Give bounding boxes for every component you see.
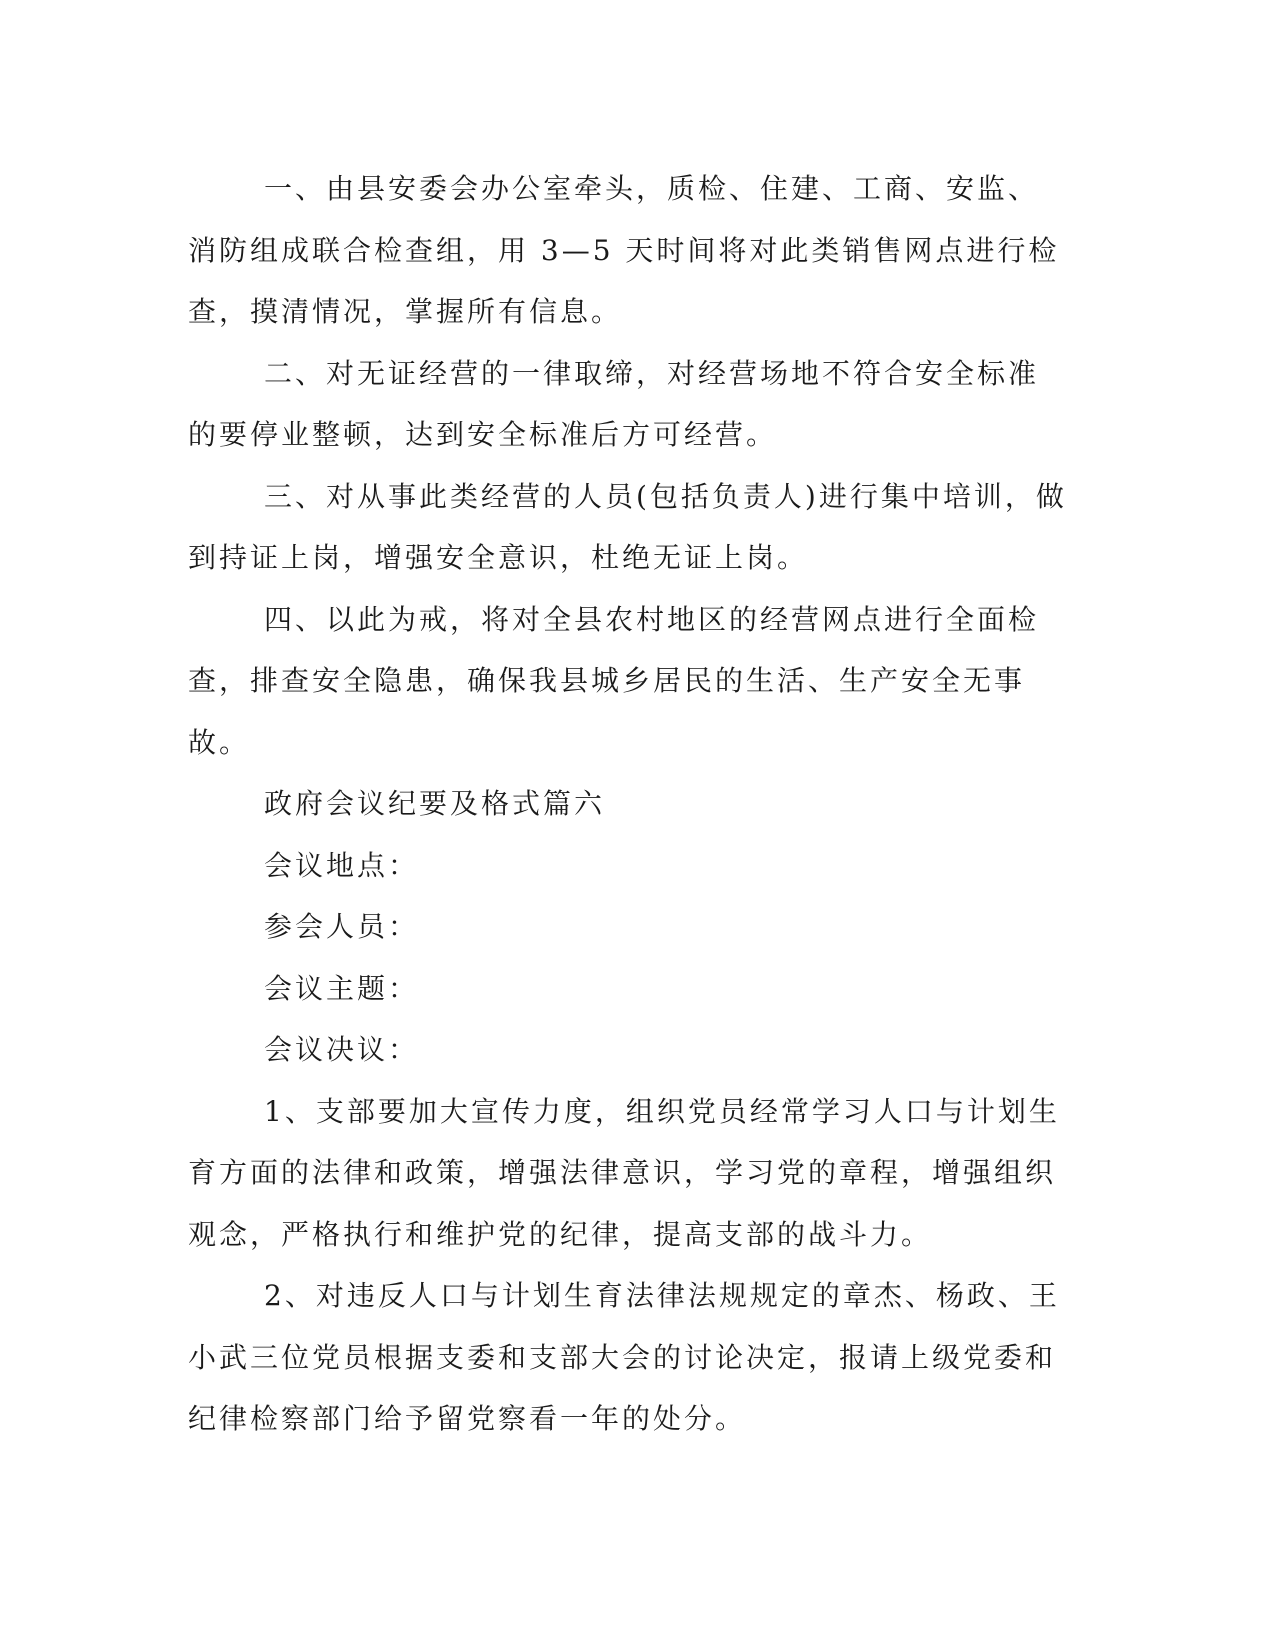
resolution-item-1: 1、支部要加大宣传力度，组织党员经常学习人口与计划生育方面的法律和政策，增强法律意识，学习党的章程，增强组织观念，严格执行和维护党的纪律，提高支部的战斗力。 [188,1094,1060,1251]
resolution-item-2: 2、对违反人口与计划生育法律法规规定的章杰、杨政、王小武三位党员根据支委和支部大会的讨论决定，报请上级党委和纪律检察部门给予留党察看一年的处分。 [188,1279,1060,1435]
meeting-resolution-label: 会议决议： [264,1033,420,1066]
paragraph-item-4: 四、以此为戒，将对全县农村地区的经营网点进行全面检查，排查安全隐患，确保我县城乡居民的生活、生产安全无事故。 [188,602,1040,759]
attendees-label: 参会人员： [264,910,420,943]
meeting-location-label: 会议地点： [264,848,420,882]
paragraph-item-2: 二、对无证经营的一律取缔，对经营场地不符合安全标准的要停业整顿，达到安全标准后方可经营。 [188,356,1040,451]
paragraph-item-3: 三、对从事此类经营的人员(包括负责人)进行集中培训，做到持证上岗，增强安全意识，杜绝无证上岗。 [188,479,1067,574]
document-body [188,158,1068,1450]
meeting-topic-label: 会议主题： [264,971,420,1005]
section-heading: 政府会议纪要及格式篇六 [264,787,606,820]
paragraph-item-1: 一、由县安委会办公室牵头，质检、住建、工商、安监、消防组成联合检查组，用 3—5 天时间将对此类销售网点进行检查，摸清情况，掌握所有信息。 [188,172,1060,328]
